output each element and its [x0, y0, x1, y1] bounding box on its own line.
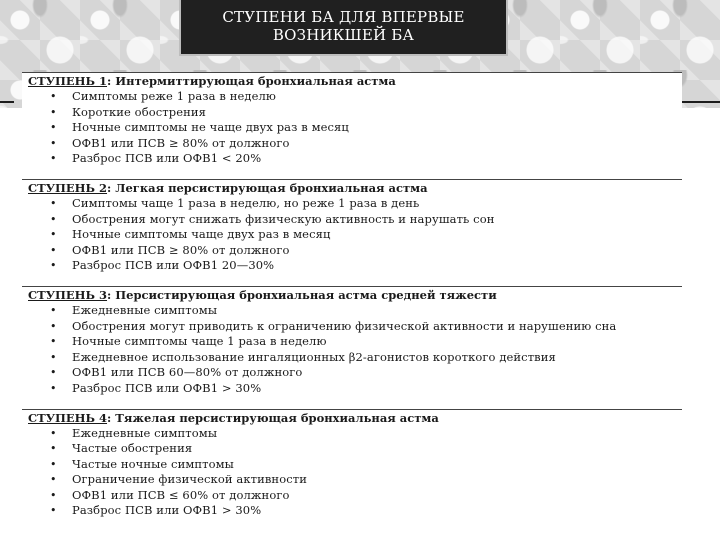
- bullet-icon: •: [50, 212, 57, 226]
- list-item: [22, 258, 682, 274]
- stage-3-label: СТУПЕНЬ 3: [28, 287, 108, 302]
- list-item-text: Разброс ПСВ или ОФВ1 < 20%: [72, 151, 262, 166]
- list-item-text: Короткие обострения: [72, 104, 207, 119]
- list-item: [22, 136, 682, 152]
- list-item: [22, 350, 682, 366]
- list-item-text: ОФВ1 или ПСВ ≤ 60% от должного: [72, 487, 290, 502]
- list-item-text: Обострения могут приводить к ограничению физической активности и нарушению сна: [72, 318, 617, 333]
- bullet-icon: •: [50, 319, 57, 333]
- list-item-text: Ограничение физической активности: [72, 472, 307, 487]
- list-item: [22, 319, 682, 335]
- stage-1-criteria-list: [22, 89, 682, 167]
- stage-2-criteria-list: [22, 196, 682, 274]
- list-item: [22, 381, 682, 397]
- list-item: [22, 89, 682, 105]
- stage-1-label: СТУПЕНЬ 1: [28, 74, 108, 88]
- list-item: [22, 227, 682, 243]
- list-item: [22, 105, 682, 121]
- stage-3-name: : Персистирующая бронхиальная астма средней тяжести: [107, 287, 497, 302]
- classification-table: [22, 72, 682, 540]
- slide-title: [179, 0, 508, 56]
- list-item-text: ОФВ1 или ПСВ ≥ 80% от должного: [72, 135, 290, 150]
- list-item-text: Разброс ПСВ или ОФВ1 > 30%: [72, 380, 262, 395]
- list-item: [22, 365, 682, 381]
- list-item: [22, 334, 682, 350]
- list-item: [22, 303, 682, 319]
- list-item-text: Симптомы реже 1 раза в неделю: [72, 89, 276, 103]
- stage-4-heading: [28, 411, 682, 426]
- bullet-icon: •: [50, 381, 57, 395]
- list-item-text: Частые ночные симптомы: [72, 456, 234, 471]
- list-item: [22, 212, 682, 228]
- stage-4-section: [22, 409, 682, 520]
- bullet-icon: •: [50, 136, 57, 150]
- list-item-text: Частые обострения: [72, 441, 193, 456]
- list-item: [22, 120, 682, 136]
- stage-4-criteria-list: [22, 426, 682, 520]
- bullet-icon: •: [50, 488, 57, 502]
- stage-4-label: СТУПЕНЬ 4: [28, 410, 108, 425]
- bullet-icon: •: [50, 303, 57, 317]
- list-item-text: Ежедневные симптомы: [72, 425, 218, 440]
- bullet-icon: •: [50, 473, 57, 487]
- bullet-icon: •: [50, 350, 57, 364]
- list-item-text: Ежедневное использование ингаляционных β2-агонистов короткого действия: [72, 349, 556, 364]
- list-item: [22, 457, 682, 473]
- list-item-text: Ночные симптомы не чаще двух раз в месяц: [72, 120, 349, 135]
- list-item: [22, 472, 682, 488]
- stage-1-heading: [28, 74, 682, 89]
- stage-1-section: [22, 72, 682, 167]
- bullet-icon: •: [50, 366, 57, 380]
- bullet-icon: •: [50, 228, 57, 242]
- decorative-line-left: [0, 101, 14, 103]
- bullet-icon: •: [50, 442, 57, 456]
- list-item: [22, 243, 682, 259]
- bullet-icon: •: [50, 426, 57, 440]
- bullet-icon: •: [50, 457, 57, 471]
- bullet-icon: •: [50, 335, 57, 349]
- list-item-text: Ночные симптомы чаще двух раз в месяц: [72, 227, 331, 242]
- stage-2-section: [22, 179, 682, 274]
- list-item: [22, 196, 682, 212]
- list-item-text: ОФВ1 или ПСВ ≥ 80% от должного: [72, 242, 290, 257]
- bullet-icon: •: [50, 152, 57, 166]
- list-item: [22, 503, 682, 519]
- slide-title-line-2: ВОЗНИКШЕЙ БА: [272, 26, 415, 44]
- list-item: [22, 151, 682, 167]
- stage-2-name: : Легкая персистирующая бронхиальная астма: [107, 180, 428, 195]
- list-item-text: Разброс ПСВ или ОФВ1 20—30%: [72, 258, 275, 273]
- list-item-text: Ночные симптомы чаще 1 раза в неделю: [72, 334, 327, 349]
- stage-4-name: : Тяжелая персистирующая бронхиальная астма: [107, 410, 439, 425]
- stage-2-heading: [28, 181, 682, 196]
- stage-1-name: : Интермиттирующая бронхиальная астма: [107, 74, 396, 88]
- bullet-icon: •: [50, 504, 57, 518]
- list-item-text: ОФВ1 или ПСВ 60—80% от должного: [72, 365, 303, 380]
- list-item-text: Ежедневные симптомы: [72, 302, 218, 317]
- stage-3-section: [22, 286, 682, 397]
- stage-2-label: СТУПЕНЬ 2: [28, 180, 108, 195]
- list-item: [22, 488, 682, 504]
- bullet-icon: •: [50, 259, 57, 273]
- list-item-text: Обострения могут снижать физическую активность и нарушать сон: [72, 211, 495, 226]
- slide-title-line-1: СТУПЕНИ БА ДЛЯ ВПЕРВЫЕ: [222, 8, 465, 26]
- stage-3-criteria-list: [22, 303, 682, 397]
- list-item-text: Симптомы чаще 1 раза в неделю, но реже 1 раза в день: [72, 195, 420, 210]
- list-item: [22, 441, 682, 457]
- bullet-icon: •: [50, 196, 57, 210]
- bullet-icon: •: [50, 105, 57, 119]
- stage-3-heading: [28, 288, 682, 303]
- decorative-line-right: [680, 101, 720, 103]
- bullet-icon: •: [50, 121, 57, 135]
- list-item-text: Разброс ПСВ или ОФВ1 > 30%: [72, 503, 262, 518]
- bullet-icon: •: [50, 243, 57, 257]
- list-item: [22, 426, 682, 442]
- bullet-icon: •: [50, 90, 57, 103]
